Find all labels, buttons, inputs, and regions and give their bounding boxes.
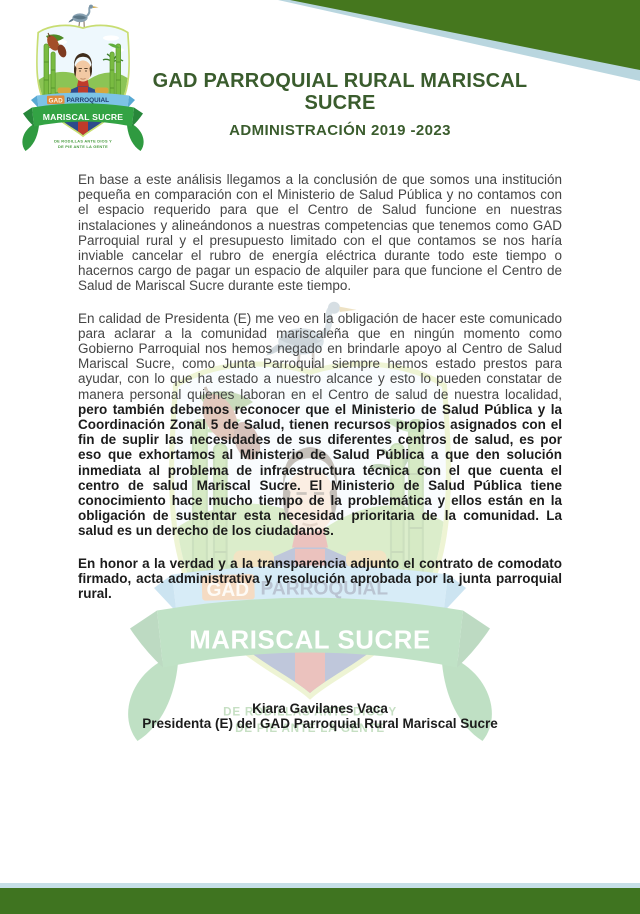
paragraph-2-bold: pero también debemos reconocer que el Ministerio de Salud Pública y la Coordinación Zonal 5 de Salud, tienen recursos propios asignados con el fin de suplir las necesidades de sus diferentes centros de salud, es por eso que exhortamos al Ministerio de Salud Pública a que den solución inmediata al problema de infraestructura técnica con el que cuenta el centro de salud Mariscal Sucre. El Ministerio de Salud Pública tiene conocimiento hace mucho tiempo de la problemática y ellos están en la obligación de sustentar esta necesidad prioritaria de la comunidad. La salud es un derecho de los ciudadanos. xyxy=(78,401,562,539)
paragraph-1 xyxy=(78,172,562,294)
paragraph-2-normal: En calidad de Presidenta (E) me veo en la obligación de hacer este comunicado para aclarar a la comunidad mariscaleña que en ningún momento como Gobierno Parroquial nos hemos negado en brindarle apoyo al Centro de Salud Mariscal Sucre, como Junta Parroquial siempre hemos estado prestos para ayudar, con lo que ha estado a nuestro alcance y esto lo pueden constatar de manera personal quienes laboran en el Centro de salud de nuestra localidad, xyxy=(78,310,562,402)
corner-band-green xyxy=(290,0,640,70)
page-title: GAD PARROQUIAL RURAL MARISCAL SUCRE xyxy=(152,70,528,114)
header xyxy=(130,70,550,139)
paragraph-3 xyxy=(78,556,562,602)
signature-block xyxy=(78,701,562,731)
page-subtitle: ADMINISTRACIÓN 2019 -2023 xyxy=(229,122,451,139)
letter-body xyxy=(78,172,562,732)
paragraph-3-text: En honor a la verdad y a la transparencia adjunto el contrato de comodato firmado, acta administrativa y resolución aprobada por la junta parroquial rural. xyxy=(78,555,562,602)
footer-band-green xyxy=(0,888,640,914)
signature-name: Kiara Gavilanes Vaca xyxy=(252,701,388,717)
signature-title: Presidenta (E) del GAD Parroquial Rural Mariscal Sucre xyxy=(142,716,498,732)
paragraph-2 xyxy=(78,311,562,539)
paragraph-1-text: En base a este análisis llegamos a la conclusión de que somos una institución pequeña en comparación con el Ministerio de Salud Pública y no contamos con el espacio requerido para que el Centro de Salud funcione en nuestras instalaciones y alineándonos a nuestras competencias que tenemos como GAD Parroquial rural y el presupuesto limitado con el que contamos se nos haría inviable cancelar el rubro de energía eléctrica durante todo este tiempo o hacernos cargo de pagar un espacio de alquiler para que funcione el Centro de Salud de Mariscal Sucre durante este tiempo. xyxy=(78,172,562,294)
